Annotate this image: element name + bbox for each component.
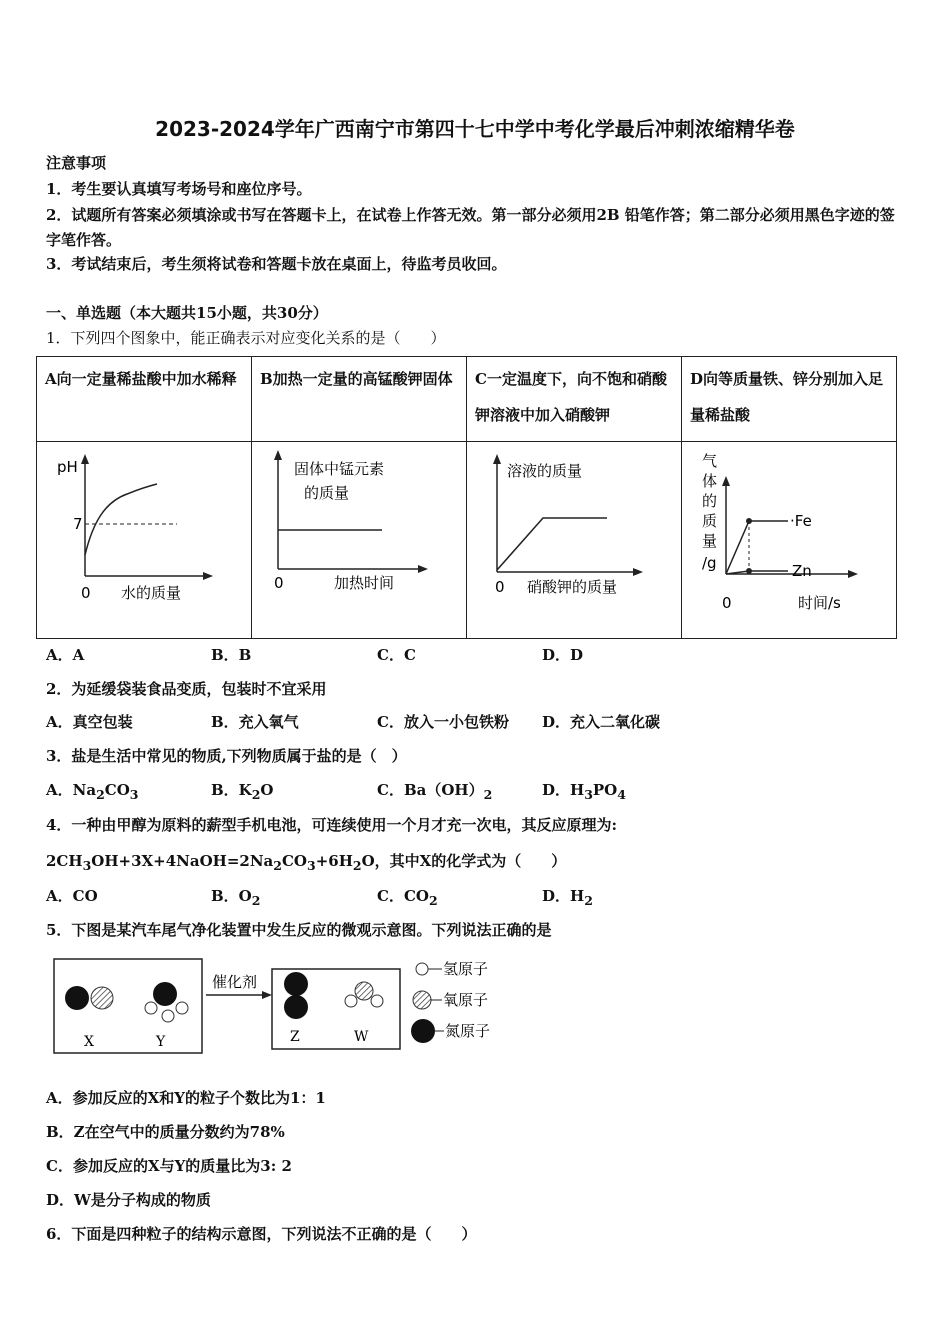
legend-oxygen-icon bbox=[413, 991, 431, 1009]
xlabel: 时间/s bbox=[798, 594, 841, 612]
question-2-stem: 2．为延缓袋装食品变质，包装时不宜采用 bbox=[46, 680, 327, 698]
question-5-stem: 5．下图是某汽车尾气净化装置中发生反应的微观示意图。下列说法正确的是 bbox=[46, 921, 552, 939]
legend-nitrogen: 氮原子 bbox=[445, 1022, 491, 1040]
ylabel: 溶液的质量 bbox=[507, 462, 583, 480]
q1-option-c[interactable]: C．C bbox=[377, 646, 416, 664]
q4-option-b[interactable]: B．$O_2$ bbox=[211, 887, 261, 908]
notice-item: 1．考生要认真填写考场号和座位序号。 bbox=[46, 180, 312, 198]
question-1-stem: 1．下列四个图象中，能正确表示对应变化关系的是（ ） bbox=[46, 329, 446, 347]
ph-curve bbox=[85, 484, 157, 555]
q2-option-d[interactable]: D．充入二氧化碳 bbox=[542, 713, 661, 731]
q3-option-a[interactable]: A．$Na_2CO_3$ bbox=[46, 781, 139, 802]
question-6-stem: 6．下面是四种粒子的结构示意图，下列说法不正确的是（ ） bbox=[46, 1225, 477, 1243]
x-arrow bbox=[633, 568, 643, 576]
ylabel-char: 量 bbox=[702, 532, 718, 550]
q3-option-c[interactable]: C．$Ba(OH)_2$ bbox=[377, 781, 493, 802]
ylabel-char: 质 bbox=[702, 512, 718, 530]
graph-b-svg bbox=[252, 442, 466, 638]
arrow-head bbox=[262, 991, 272, 999]
nitrogen-atom bbox=[65, 986, 89, 1010]
legend-oxygen: 氧原子 bbox=[443, 991, 489, 1009]
cell-a-text: A向一定量稀盐酸中加水稀释 bbox=[45, 370, 237, 388]
ylabel-2: 的质量 bbox=[304, 484, 350, 502]
question-1-table bbox=[36, 356, 897, 639]
x-arrow bbox=[203, 572, 213, 580]
hydrogen-atom bbox=[162, 1010, 174, 1022]
y-mark: 7 bbox=[73, 515, 83, 533]
label-w: W bbox=[354, 1029, 369, 1045]
hydrogen-atom bbox=[176, 1002, 188, 1014]
question-4-stem: 4．一种由甲醇为原料的薪型手机电池，可连续使用一个月才充一次电，其反应原理为: bbox=[46, 816, 617, 834]
q3-option-b[interactable]: B．$K_2O$ bbox=[211, 781, 274, 802]
fe-line bbox=[726, 521, 788, 574]
legend-nitrogen-icon bbox=[411, 1019, 435, 1043]
label-x: X bbox=[84, 1034, 94, 1050]
q4-option-d[interactable]: D．$H_2$ bbox=[542, 887, 593, 908]
q2-option-b[interactable]: B．充入氧气 bbox=[211, 713, 299, 731]
cell-d-text: D向等质量铁、锌分别加入足量稀盐酸 bbox=[690, 370, 884, 424]
q5-option-c[interactable]: C．参加反应的X与Y的质量比为3: 2 bbox=[46, 1157, 292, 1175]
q5-option-d[interactable]: D．W是分子构成的物质 bbox=[46, 1191, 211, 1209]
graph-a-svg bbox=[37, 442, 251, 638]
oxygen-atom bbox=[355, 982, 373, 1000]
fe-label: ·Fe bbox=[790, 512, 812, 530]
notice-item: 3．考试结束后，考生须将试卷和答题卡放在桌面上，待监考员收回。 bbox=[46, 255, 507, 273]
origin: 0 bbox=[495, 578, 505, 596]
zn-label: Zn bbox=[792, 562, 812, 580]
oxygen-atom bbox=[91, 987, 113, 1009]
notice-heading: 注意事项 bbox=[46, 154, 107, 172]
graph-a bbox=[37, 442, 251, 638]
q5-option-a[interactable]: A．参加反应的X和Y的粒子个数比为1：1 bbox=[46, 1089, 326, 1107]
ylabel-char: 气 bbox=[702, 452, 718, 470]
nitrogen-atom bbox=[284, 995, 308, 1019]
xlabel: 水的质量 bbox=[121, 584, 182, 602]
ylabel: pH bbox=[57, 458, 78, 476]
ylabel-1: 固体中锰元素 bbox=[294, 460, 385, 478]
y-arrow bbox=[81, 454, 89, 464]
ylabel-char: 体 bbox=[702, 472, 718, 490]
x-arrow bbox=[848, 570, 858, 578]
origin: 0 bbox=[81, 584, 91, 602]
label-z: Z bbox=[290, 1029, 300, 1045]
legend-hydrogen: 氢原子 bbox=[443, 960, 489, 978]
hydrogen-atom bbox=[345, 995, 357, 1007]
reaction-diagram bbox=[50, 955, 520, 1060]
hydrogen-atom bbox=[145, 1002, 157, 1014]
y-arrow bbox=[493, 454, 501, 464]
hydrogen-atom bbox=[371, 995, 383, 1007]
notice-item: 2．试题所有答案必须填涂或书写在答题卡上，在试卷上作答无效。第一部分必须用2B 铅笔作答；第二部分必须用黑色字迹的签字笔作答。 bbox=[46, 206, 895, 249]
question-3-stem: 3．盐是生活中常见的物质,下列物质属于盐的是（ ） bbox=[46, 747, 407, 765]
catalyst-label: 催化剂 bbox=[212, 973, 258, 991]
solution-mass-line bbox=[497, 518, 607, 570]
q2-option-c[interactable]: C．放入一小包铁粉 bbox=[377, 713, 509, 731]
graph-d-svg bbox=[682, 442, 896, 638]
graph-b bbox=[252, 442, 466, 638]
question-4-equation: $2CH_3OH+3X+4NaOH=2Na_2CO_3+6H_2O$，其中X的化学式为（ ） bbox=[46, 852, 567, 873]
page-title: 2023-2024学年广西南宁市第四十七中学中考化学最后冲刺浓缩精华卷 bbox=[155, 117, 795, 141]
q3-option-d[interactable]: D．$H_3PO_4$ bbox=[542, 781, 626, 802]
y-arrow bbox=[274, 450, 282, 460]
q4-option-a[interactable]: A．CO bbox=[46, 887, 98, 905]
q1-option-d[interactable]: D．D bbox=[542, 646, 584, 664]
ylabel-char: /g bbox=[702, 554, 717, 572]
xlabel: 加热时间 bbox=[334, 574, 395, 592]
legend-hydrogen-icon bbox=[416, 963, 428, 975]
graph-d bbox=[682, 442, 896, 638]
q5-option-b[interactable]: B．Z在空气中的质量分数约为78% bbox=[46, 1123, 285, 1141]
xlabel: 硝酸钾的质量 bbox=[527, 578, 618, 596]
cell-b-text: B加热一定量的高锰酸钾固体 bbox=[260, 370, 453, 388]
origin: 0 bbox=[274, 574, 284, 592]
section-heading: 一、单选题（本大题共15小题，共30分） bbox=[46, 304, 328, 322]
q1-option-b[interactable]: B．B bbox=[211, 646, 252, 664]
x-arrow bbox=[418, 565, 428, 573]
cell-c-text: C一定温度下，向不饱和硝酸钾溶液中加入硝酸钾 bbox=[475, 370, 667, 424]
zn-point bbox=[746, 568, 752, 574]
y-arrow bbox=[722, 476, 730, 486]
ylabel-char: 的 bbox=[702, 492, 718, 510]
q4-option-c[interactable]: C．$CO_2$ bbox=[377, 887, 438, 908]
graph-c bbox=[467, 442, 681, 638]
nitrogen-atom bbox=[153, 982, 177, 1006]
q1-option-a[interactable]: A．A bbox=[46, 646, 85, 664]
graph-c-svg bbox=[467, 442, 681, 638]
fe-point bbox=[746, 518, 752, 524]
origin: 0 bbox=[722, 594, 732, 612]
nitrogen-atom bbox=[284, 972, 308, 996]
q2-option-a[interactable]: A．真空包装 bbox=[46, 713, 133, 731]
label-y: Y bbox=[156, 1034, 166, 1050]
